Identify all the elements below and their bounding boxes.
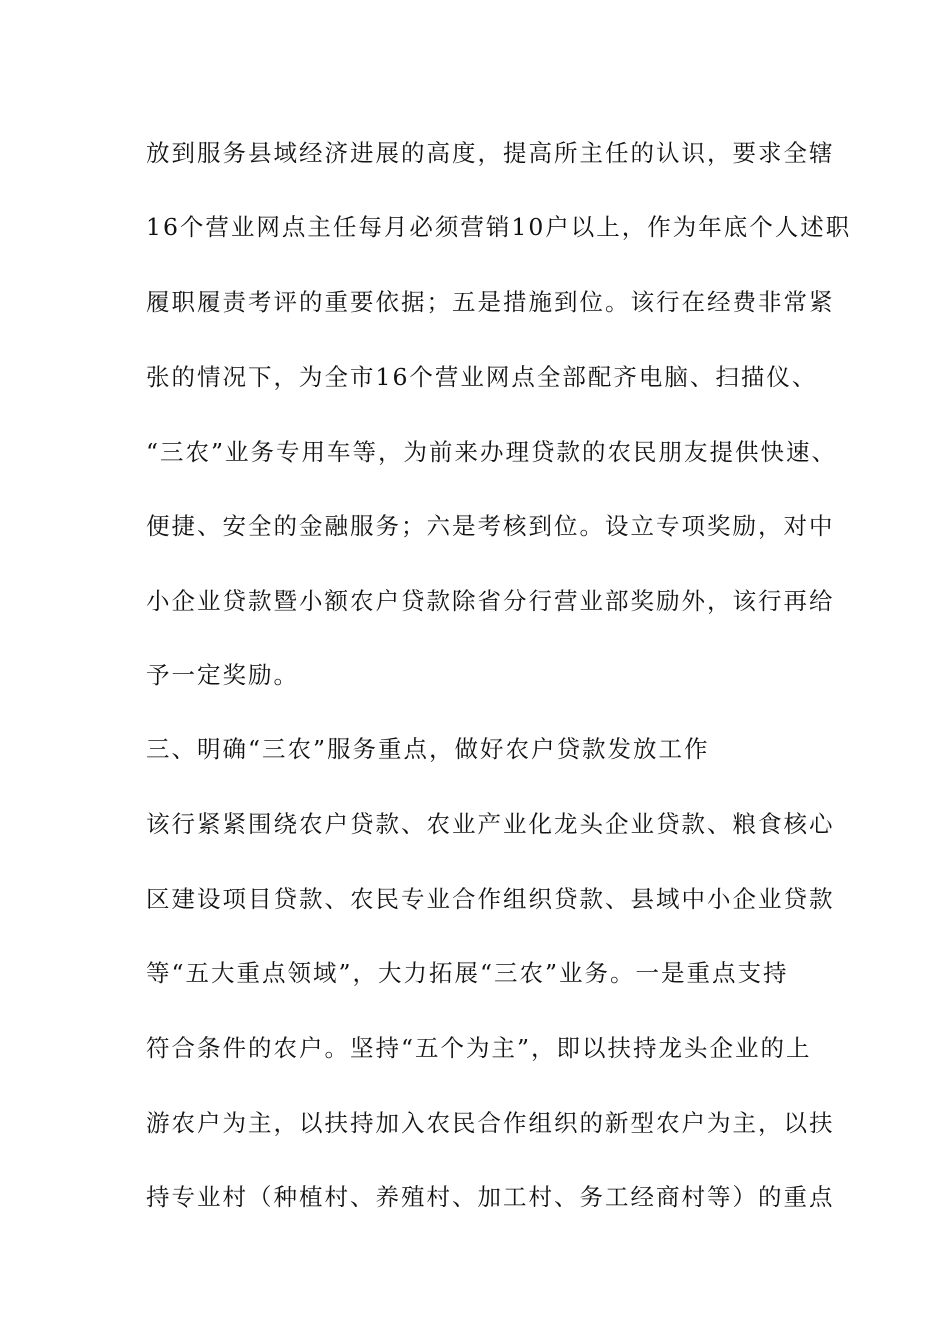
section-heading: 三、明确“三农”服务重点，做好农户贷款发放工作 bbox=[146, 735, 710, 763]
paragraph-line: 履职履责考评的重要依据；五是措施到位。该行在经费非常紧 bbox=[146, 288, 835, 316]
paragraph-line: 便捷、安全的金融服务；六是考核到位。设立专项奖励，对中 bbox=[146, 512, 835, 540]
paragraph-line: 等“五大重点领域”，大力拓展“三农”业务。一是重点支持 bbox=[146, 959, 789, 987]
paragraph-line: 张的情况下，为全市16个营业网点全部配齐电脑、扫描仪、 bbox=[146, 363, 818, 391]
paragraph-line: 游农户为主，以扶持加入农民合作组织的新型农户为主，以扶 bbox=[146, 1109, 835, 1137]
paragraph-line: 持专业村（种植村、养殖村、加工村、务工经商村等）的重点 bbox=[146, 1183, 835, 1211]
paragraph-line: “三农”业务专用车等，为前来办理贷款的农民朋友提供快速、 bbox=[146, 438, 838, 466]
paragraph-line: 符合条件的农户。坚持“五个为主”，即以扶持龙头企业的上 bbox=[146, 1034, 812, 1062]
paragraph-line: 予一定奖励。 bbox=[146, 661, 299, 689]
paragraph-line: 小企业贷款暨小额农户贷款除省分行营业部奖励外，该行再给 bbox=[146, 587, 835, 615]
paragraph-line: 放到服务县域经济进展的高度，提高所主任的认识，要求全辖 bbox=[146, 139, 835, 167]
paragraph-line: 16个营业网点主任每月必须营销10户以上，作为年底个人述职 bbox=[146, 213, 852, 241]
paragraph-line: 区建设项目贷款、农民专业合作组织贷款、县域中小企业贷款 bbox=[146, 885, 835, 913]
paragraph-line: 该行紧紧围绕农户贷款、农业产业化龙头企业贷款、粮食核心 bbox=[146, 810, 835, 838]
